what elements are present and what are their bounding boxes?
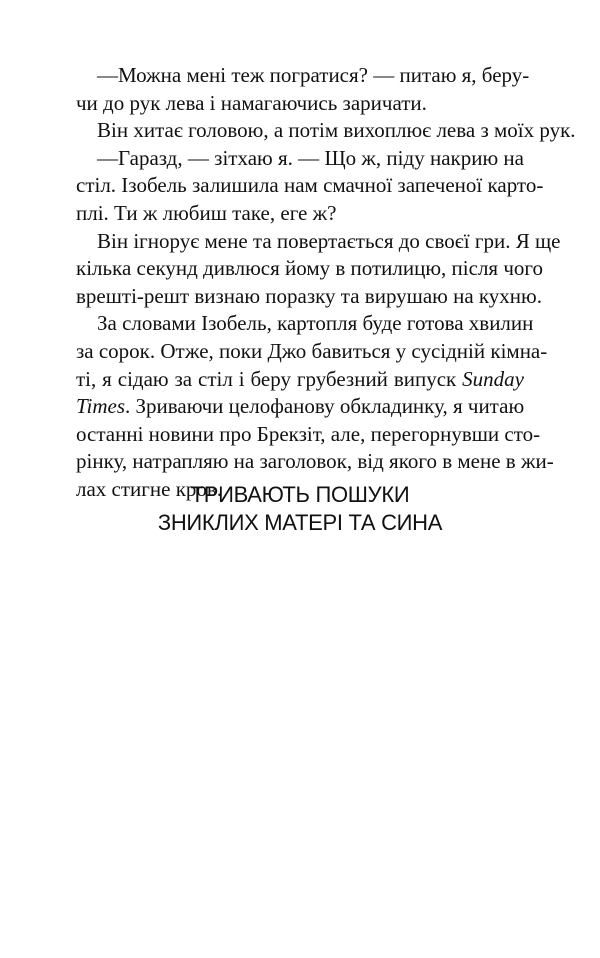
text-line: Він ігнорує мене та повертається до своєї гри. Я ще bbox=[97, 228, 561, 253]
headline-line-2: ЗНИКЛИХ МАТЕРІ ТА СИНА bbox=[157, 510, 443, 535]
text-line: Він хитає головою, а потім вихоплює лева з моїх рук. bbox=[97, 118, 576, 143]
newspaper-headline bbox=[76, 481, 524, 537]
text-line: плі. Ти ж любиш таке, еге ж? bbox=[76, 200, 337, 225]
text-line: кілька секунд дивлюся йому в потилицю, після чого bbox=[76, 256, 543, 281]
paragraph-3 bbox=[76, 145, 544, 228]
text-line: останні новини про Брекзіт, але, перегорнувши сто- bbox=[76, 421, 541, 446]
text-line-with-italic bbox=[76, 393, 524, 421]
newspaper-title-fragment: Times bbox=[76, 394, 126, 419]
text-line: врешті-решт визнаю поразку та вирушаю на кухню. bbox=[76, 283, 542, 308]
text-line: лах стигне кров. bbox=[76, 476, 223, 501]
text-line: —Можна мені теж погратися? — питаю я, беру- bbox=[97, 63, 530, 87]
text-line-with-italic bbox=[76, 366, 524, 394]
text-line: чи до рук лева і намагаючись заричати. bbox=[76, 90, 427, 115]
text-fragment: . Зриваючи целофанову обкладинку, я читаю bbox=[125, 394, 525, 419]
text-line: —Гаразд, — зітхаю я. — Що ж, піду накрию на bbox=[97, 145, 524, 170]
text-line: рінку, натрапляю на заголовок, від якого в мене в жи- bbox=[76, 449, 554, 474]
text-fragment: ті, я сідаю за стіл і беру грубезний випуск bbox=[76, 366, 457, 391]
paragraph-4 bbox=[76, 228, 561, 311]
text-line: за сорок. Отже, поки Джо бавиться у сусідній кімна- bbox=[76, 338, 548, 363]
book-page-text bbox=[76, 62, 576, 504]
paragraph-1 bbox=[76, 62, 530, 117]
text-line: За словами Ізобель, картопля буде готова хвилин bbox=[97, 311, 534, 336]
newspaper-title-fragment: Sunday bbox=[462, 366, 524, 391]
paragraph-2 bbox=[76, 117, 576, 145]
headline-line-1: ТРИВАЮТЬ ПОШУКИ bbox=[190, 482, 410, 507]
paragraph-5 bbox=[76, 310, 554, 503]
text-line: стіл. Ізобель залишила нам смачної запеченої карто- bbox=[76, 173, 544, 198]
